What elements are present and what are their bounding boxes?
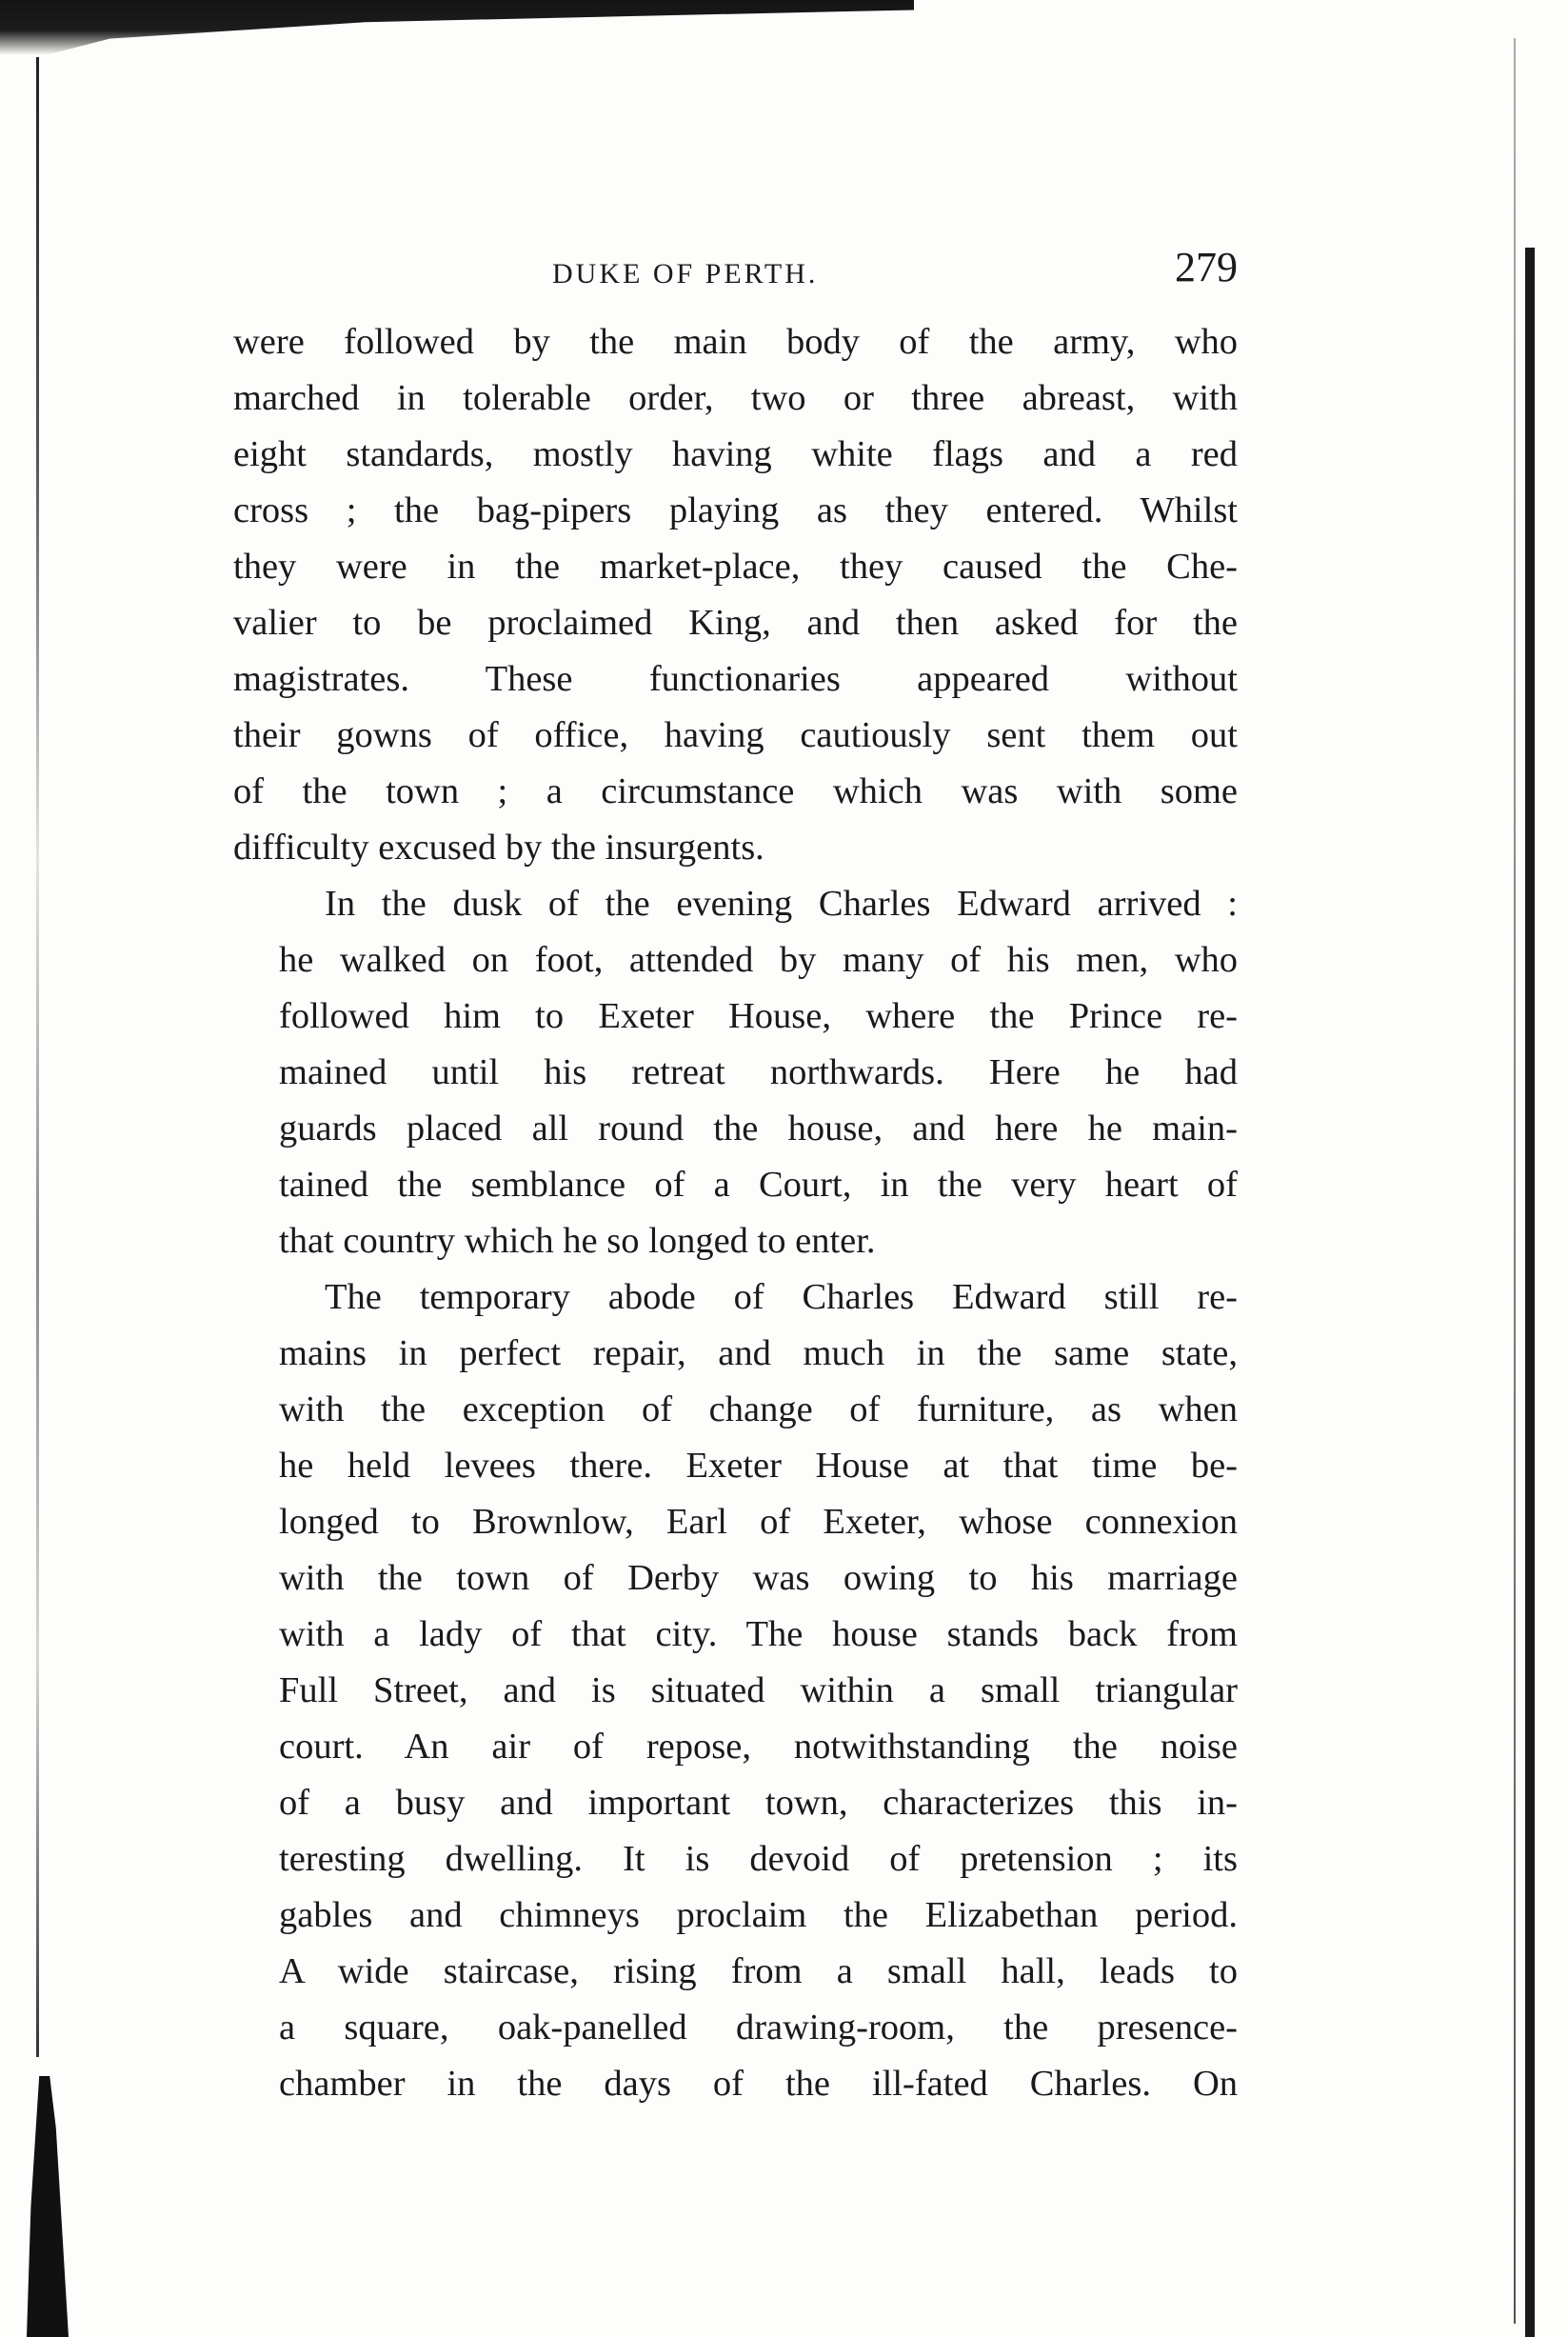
text-line: eight standards, mostly having white flags and a red (233, 434, 1238, 474)
text-line: The temporary abode of Charles Edward still re- (325, 1277, 1238, 1317)
text-line: mains in perfect repair, and much in the same state, (279, 1333, 1238, 1373)
text-line: that country which he so longed to enter. (279, 1221, 876, 1261)
scan-edge-right (1525, 248, 1535, 2337)
text-line: with a lady of that city. The house stands back from (279, 1614, 1238, 1654)
text-line: he held levees there. Exeter House at that time be- (279, 1446, 1238, 1486)
running-head: DUKE OF PERTH. (552, 258, 819, 290)
text-line: mained until his retreat northwards. Here he had (279, 1052, 1238, 1092)
text-line: A wide staircase, rising from a small hall, leads to (279, 1951, 1238, 1991)
text-line: chamber in the days of the ill-fated Charles. On (279, 2064, 1238, 2104)
text-line: guards placed all round the house, and here he main- (279, 1109, 1238, 1149)
text-line: of a busy and important town, characterizes this in- (279, 1783, 1238, 1823)
scan-edge-right-thin (1514, 38, 1516, 2324)
text-line: tained the semblance of a Court, in the very heart of (279, 1165, 1238, 1205)
text-line: longed to Brownlow, Earl of Exeter, whose connexion (279, 1502, 1238, 1542)
text-line: cross ; the bag-pipers playing as they entered. Whilst (233, 490, 1238, 530)
body-text (233, 314, 1238, 2112)
paragraph-1 (233, 314, 1238, 876)
page-number: 279 (1175, 244, 1238, 290)
scan-shadow-left (36, 57, 39, 2057)
text-line: of the town ; a circumstance which was with some (233, 771, 1238, 811)
text-line: valier to be proclaimed King, and then asked for the (233, 603, 1238, 643)
paragraph-3 (233, 1269, 1238, 2112)
text-line: In the dusk of the evening Charles Edward arrived : (325, 884, 1238, 924)
page-header (238, 243, 1238, 300)
text-line: they were in the market-place, they caused the Che- (233, 547, 1238, 587)
text-line: their gowns of office, having cautiously sent them out (233, 715, 1238, 755)
text-line: gables and chimneys proclaim the Elizabethan period. (279, 1895, 1238, 1935)
text-line: followed him to Exeter House, where the Prince re- (279, 996, 1238, 1036)
text-line: were followed by the main body of the army, who (233, 322, 1238, 362)
text-line: marched in tolerable order, two or three abreast, with (233, 378, 1238, 418)
text-line: Full Street, and is situated within a small triangular (279, 1670, 1238, 1710)
text-line: with the exception of change of furniture, as when (279, 1389, 1238, 1429)
text-line: he walked on foot, attended by many of his men, who (279, 940, 1238, 980)
scan-shadow-bottom-left (27, 2076, 69, 2337)
text-line: court. An air of repose, notwithstanding the noise (279, 1727, 1238, 1767)
text-line: teresting dwelling. It is devoid of pretension ; its (279, 1839, 1238, 1879)
text-line: magistrates. These functionaries appeared without (233, 659, 1238, 699)
text-line: difficulty excused by the insurgents. (233, 828, 764, 868)
paragraph-2 (233, 876, 1238, 1269)
text-line: with the town of Derby was owing to his marriage (279, 1558, 1238, 1598)
text-line: a square, oak-panelled drawing-room, the presence- (279, 2007, 1238, 2047)
scan-shadow-top (0, 0, 914, 55)
